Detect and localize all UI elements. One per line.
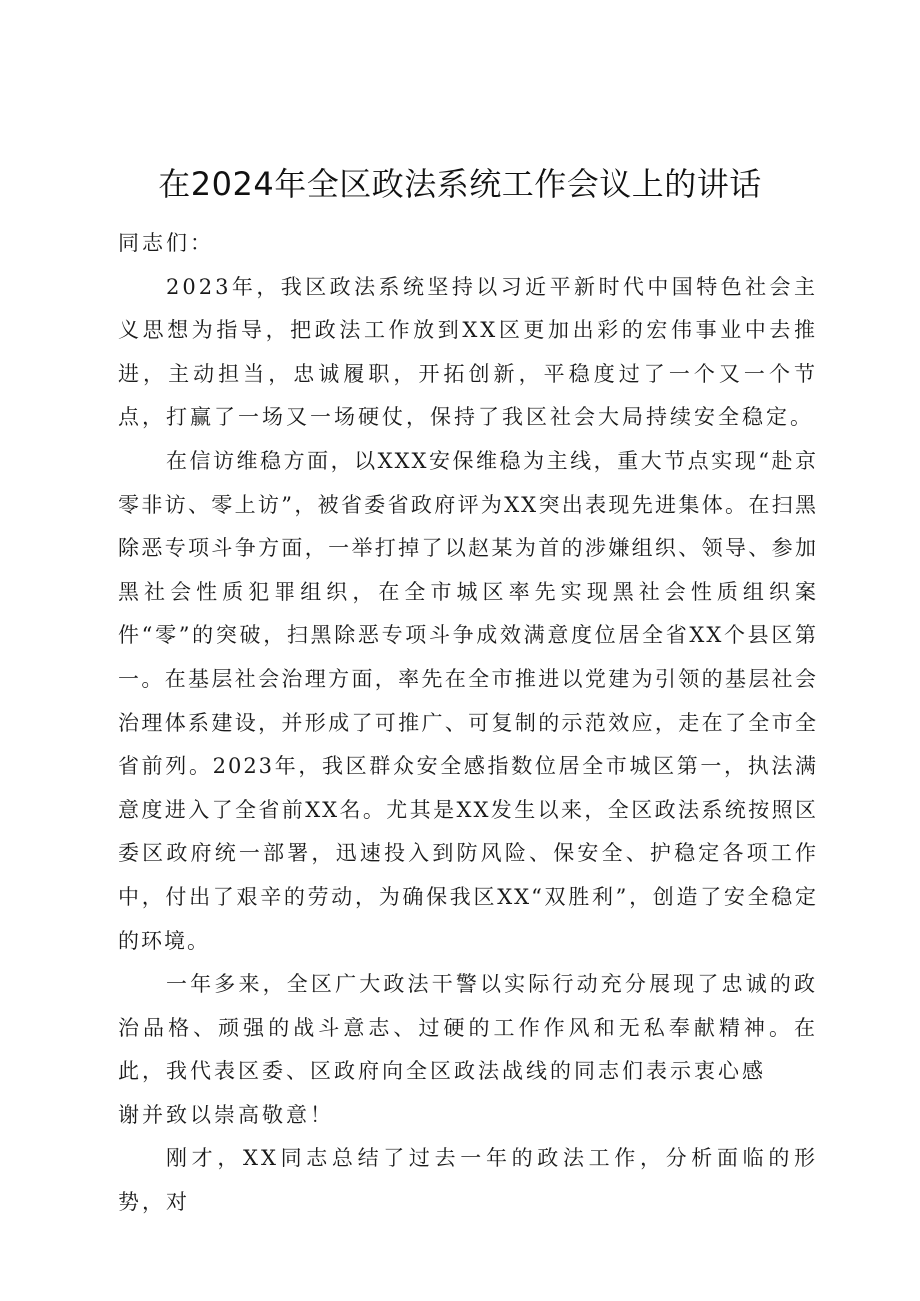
- paragraph-review: 刚才，XX同志总结了过去一年的政法工作，分析面临的形势，对: [118, 1146, 818, 1215]
- paragraph-achievements: 在信访维稳方面，以XXX安保维稳为主线，重大节点实现“赴京零非访、零上访”，被省委省政府评为XX突出表现先进集体。在扫黑除恶专项斗争方面，一举打掉了以赵某为首的涉嫌组织、领导、参加黑社会性质犯罪组织，在全市城区率先实现黑社会性质组织案件“零”的突破，扫黑除恶专项斗争成效满意度位居全省XX个县区第一。在基层社会治理方面，率先在全市推进以党建为引领的基层社会治理体系建设，并形成了可推广、可复制的示范效应，走在了全市全省前列。2023年，我区群众安全感指数位居全市城区第一，执法满意度进入了全省前XX名。尤其是XX发生以来，全区政法系统按照区委区政府统一部署，迅速投入到防风险、保安全、护稳定各项工作中，付出了艰辛的劳动，为确保我区XX“双胜利”，创造了安全稳定的环境。: [118, 448, 818, 953]
- document-body: [118, 222, 818, 1225]
- paragraph-summary-2023: 2023年，我区政法系统坚持以习近平新时代中国特色社会主义思想为指导，把政法工作放到XX区更加出彩的宏伟事业中去推进，主动担当，忠诚履职，开拓创新，平稳度过了一个又一个节点，打赢了一场又一场硬仗，保持了我区社会大局持续安全稳定。: [118, 274, 818, 430]
- paragraph-appreciation-continued: 谢并致以崇高敬意！: [118, 1102, 334, 1127]
- paragraph-appreciation: 一年多来，全区广大政法干警以实际行动充分展现了忠诚的政治品格、顽强的战斗意志、过硬的工作作风和无私奉献精神。在此，我代表区委、区政府向全区政法战线的同志们表示衷心感: [118, 972, 818, 1084]
- document-title: 在2024年全区政法系统工作会议上的讲话: [158, 165, 762, 203]
- salutation: 同志们：: [118, 231, 214, 255]
